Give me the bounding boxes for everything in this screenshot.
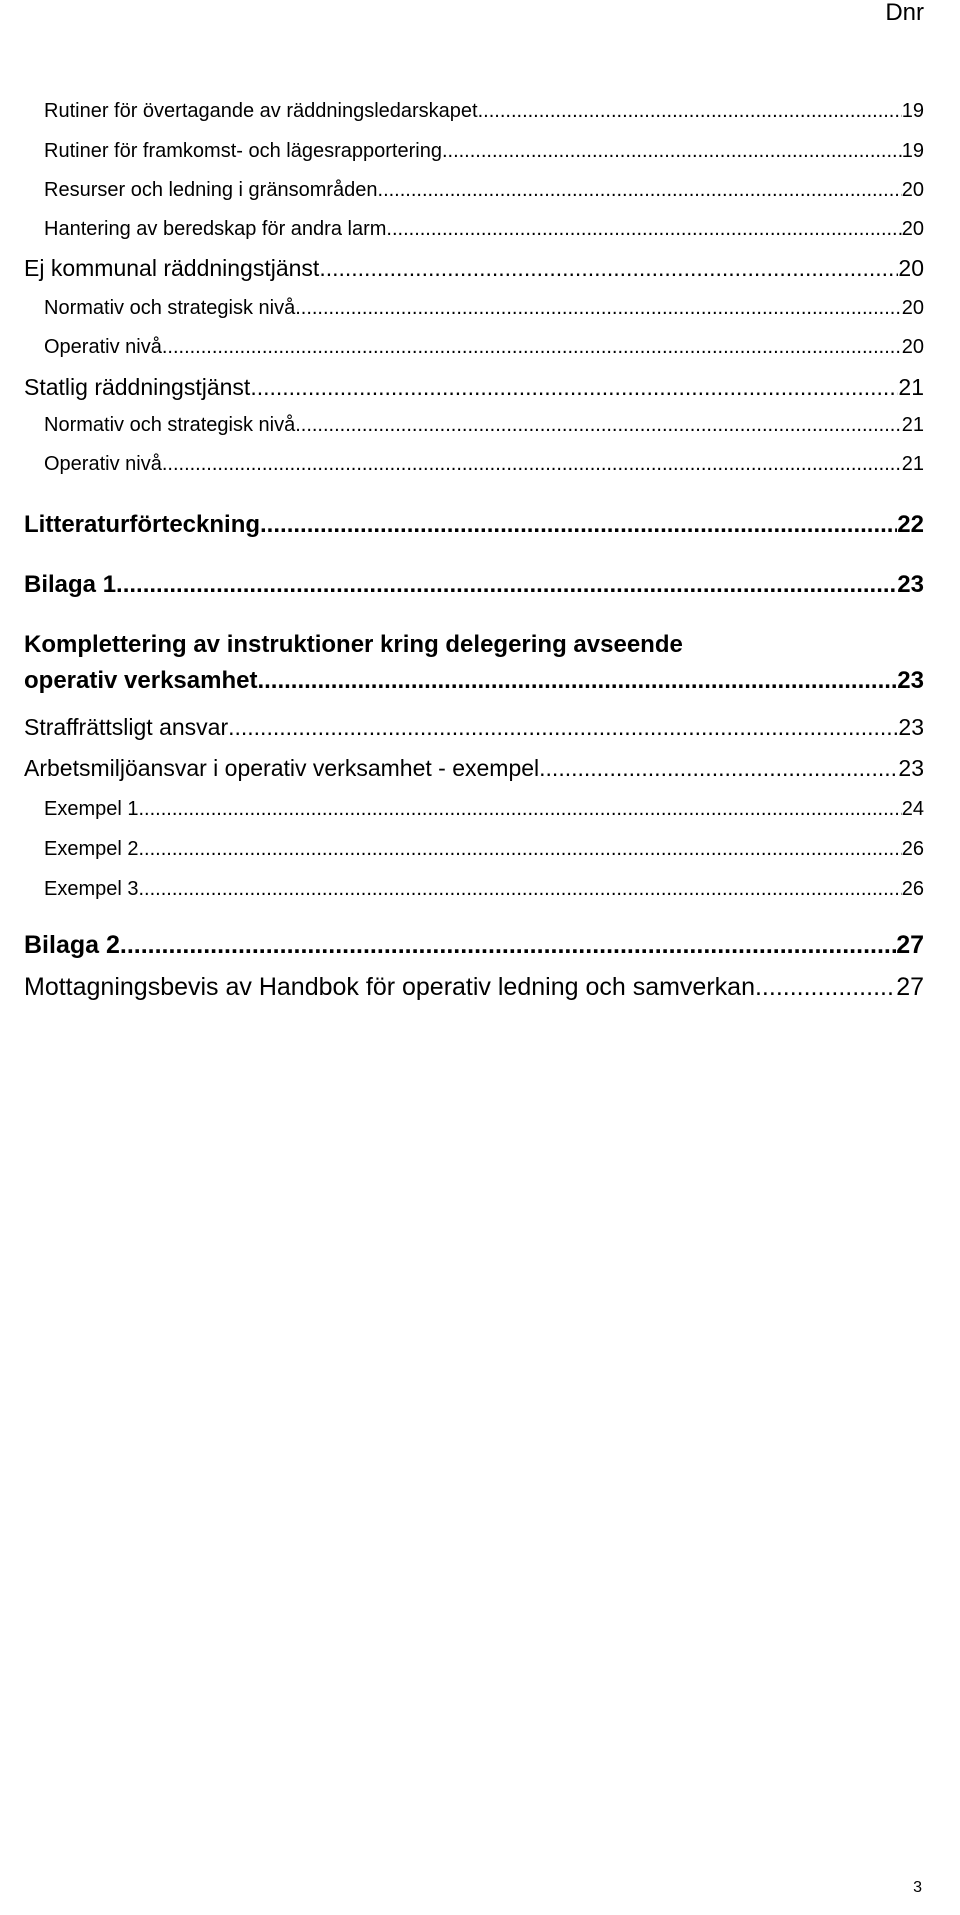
toc-entry-title: Exempel 1 bbox=[44, 798, 139, 820]
toc-entry-page: 19 bbox=[901, 100, 924, 122]
toc-entry-title: Resurser och ledning i gränsområden bbox=[44, 179, 378, 201]
toc-entry[interactable] bbox=[44, 214, 924, 244]
toc-entry-page: 23 bbox=[898, 755, 924, 781]
toc-entry-page: 20 bbox=[901, 336, 924, 358]
toc-entry-title: Exempel 3 bbox=[44, 878, 139, 900]
toc-leader bbox=[162, 449, 902, 479]
toc-entry-page: 20 bbox=[901, 218, 924, 240]
toc-entry-page: 23 bbox=[898, 714, 924, 740]
toc-entry[interactable] bbox=[24, 970, 924, 1004]
toc-entry-page: 24 bbox=[901, 798, 924, 820]
toc-leader bbox=[257, 666, 897, 696]
toc-entry[interactable] bbox=[44, 293, 924, 323]
toc-entry-title: Rutiner för övertagande av räddningsledarskapet bbox=[44, 100, 478, 122]
toc-entry-title: Normativ och strategisk nivå bbox=[44, 414, 296, 436]
toc-leader bbox=[442, 136, 902, 166]
toc-entry[interactable] bbox=[24, 570, 924, 600]
toc-entry-title: Statlig räddningstjänst bbox=[24, 374, 251, 400]
toc-leader bbox=[295, 410, 902, 440]
toc-entry-page: 23 bbox=[897, 571, 924, 598]
toc-entry-title: operativ verksamhet bbox=[24, 667, 258, 694]
toc-entry-page: 22 bbox=[897, 511, 924, 538]
toc-leader bbox=[755, 970, 896, 1004]
toc-leader bbox=[319, 251, 898, 285]
toc-entry[interactable] bbox=[44, 794, 924, 824]
toc-entry-title: Mottagningsbevis av Handbok för operativ ledning och samverkan bbox=[24, 973, 755, 1001]
toc-entry-title: Rutiner för framkomst- och lägesrapportering bbox=[44, 140, 442, 162]
toc-entry-title: Litteraturförteckning bbox=[24, 511, 261, 538]
toc-entry-title: Operativ nivå bbox=[44, 336, 162, 358]
toc-leader bbox=[139, 874, 902, 904]
toc-entry-page: 19 bbox=[901, 140, 924, 162]
document-number-label: Dnr bbox=[885, 0, 924, 26]
toc-entry-title: Hantering av beredskap för andra larm bbox=[44, 218, 387, 240]
toc-entry-page: 26 bbox=[901, 838, 924, 860]
toc-leader bbox=[295, 293, 902, 323]
toc-entry[interactable] bbox=[44, 449, 924, 479]
toc-entry[interactable] bbox=[44, 410, 924, 440]
toc-entry-page: 27 bbox=[896, 931, 924, 959]
toc-entry-page: 26 bbox=[901, 878, 924, 900]
toc-entry-title: Exempel 2 bbox=[44, 838, 139, 860]
toc-leader bbox=[162, 332, 902, 362]
toc-entry[interactable] bbox=[24, 928, 924, 962]
toc-entry-title: Normativ och strategisk nivå bbox=[44, 297, 296, 319]
toc-leader bbox=[139, 794, 902, 824]
toc-entry[interactable] bbox=[24, 666, 924, 696]
toc-entry-heading-wrapped[interactable]: Komplettering av instruktioner kring delegering avseende bbox=[24, 631, 683, 658]
toc-entry[interactable] bbox=[44, 136, 924, 166]
toc-leader bbox=[228, 710, 898, 744]
toc-leader bbox=[139, 834, 902, 864]
toc-entry-title: Bilaga 1 bbox=[24, 571, 117, 598]
toc-entry-page: 20 bbox=[901, 297, 924, 319]
toc-leader bbox=[120, 928, 896, 962]
toc-entry-title: Ej kommunal räddningstjänst bbox=[24, 255, 320, 281]
toc-entry-page: 21 bbox=[901, 453, 924, 475]
toc-entry[interactable] bbox=[44, 332, 924, 362]
toc-entry-page: 27 bbox=[896, 973, 924, 1001]
toc-leader bbox=[250, 370, 898, 404]
toc-entry[interactable] bbox=[44, 175, 924, 205]
page-number: 3 bbox=[913, 1879, 922, 1896]
toc-entry-page: 21 bbox=[898, 374, 924, 400]
toc-leader bbox=[539, 751, 898, 785]
toc-entry-title: Straffrättsligt ansvar bbox=[24, 714, 229, 740]
toc-leader bbox=[116, 570, 897, 600]
toc-entry[interactable] bbox=[24, 751, 924, 785]
toc-entry[interactable] bbox=[24, 251, 924, 285]
toc-entry-page: 21 bbox=[901, 414, 924, 436]
toc-leader bbox=[478, 96, 902, 126]
toc-entry-page: 20 bbox=[901, 179, 924, 201]
toc-entry[interactable] bbox=[44, 96, 924, 126]
toc-entry-title: Operativ nivå bbox=[44, 453, 162, 475]
toc-entry[interactable] bbox=[44, 834, 924, 864]
toc-entry-title: Bilaga 2 bbox=[24, 931, 120, 959]
toc-entry-title: Arbetsmiljöansvar i operativ verksamhet - exempel bbox=[24, 755, 540, 781]
toc-leader bbox=[386, 214, 901, 244]
toc-entry-page: 23 bbox=[897, 667, 924, 694]
toc-leader bbox=[378, 175, 902, 205]
toc-entry-page: 20 bbox=[898, 255, 924, 281]
toc-leader bbox=[260, 510, 897, 540]
toc-entry[interactable] bbox=[24, 510, 924, 540]
toc-entry[interactable] bbox=[24, 370, 924, 404]
toc-entry[interactable] bbox=[24, 710, 924, 744]
toc-entry[interactable] bbox=[44, 874, 924, 904]
